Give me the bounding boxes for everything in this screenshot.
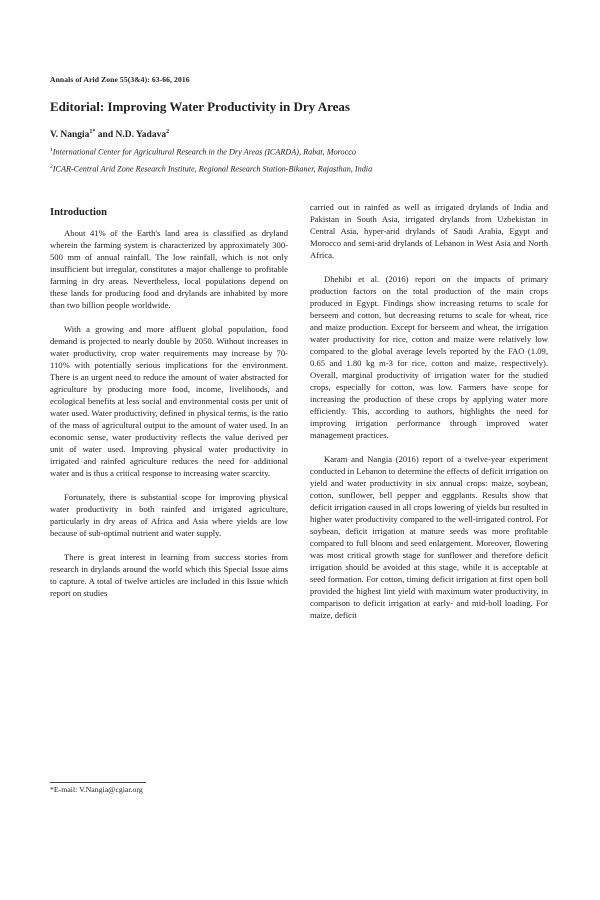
- author-name: N.D. Yadava: [115, 130, 167, 141]
- affiliation-text: International Center for Agricultural Research in the Dry Areas (ICARDA), Rabat, Morocco: [52, 147, 357, 157]
- affiliation-1: [50, 147, 356, 157]
- body-paragraph: carried out in rainfed as well as irrigated drylands of India and Pakistan in South Asia, irrigated drylands from Uzbekistan in Central Asia, hyper-arid drylands of Saudi Arabia, Egypt and Morocco and semi-arid drylands of Lebanon in West Asia and North Africa.: [310, 202, 548, 260]
- author-line: [50, 129, 169, 140]
- body-paragraph: With a growing and more affluent global population, food demand is projected to nearly double by 2050. Without increases in water productivity, crop water requirements may increase by 70-110% with potentially serious implications for the environment. There is an urgent need to reduce the amount of water abstracted for agriculture by producing more food, income, livelihoods, and ecological benefits at less social and environmental costs per unit of water used. Water productivity, defined in physical terms, is the ratio of the mass of agricultural output to the amount of water used. In an economic sense, water productivity reflects the value derived per unit of water used. Improving physical water productivity in irrigated and rainfed agriculture reduces the need for additional water and is thus a critical response to increasing water scarcity.: [50, 324, 288, 478]
- author-superscript: 1*: [89, 129, 96, 135]
- section-heading: Introduction: [50, 207, 107, 218]
- author-name: V. Nangia: [50, 130, 90, 141]
- affiliation-number: 2: [50, 164, 53, 170]
- footnote-email: *E-mail: V.Nangia@cgiar.org: [50, 785, 143, 794]
- right-column: [310, 201, 548, 633]
- footnote-rule: [50, 782, 146, 783]
- affiliation-number: 1: [50, 147, 53, 153]
- author-superscript: 2: [166, 129, 170, 135]
- body-paragraph: Dhehibi et al. (2016) report on the impacts of primary production factors on the total production of the main crops produced in Egypt. Findings show increasing returns to scale for berseem and cotton, but decreasing returns to scale for wheat, rice and maize production. Except for berseem and wheat, the irrigation water productivity for rice, cotton and maize were relatively low compared to the global average levels reported by the FAO (1.09, 0.65 and 1.80 kg m-3 for rice, cotton and maize, respectively). Overall, marginal productivity of irrigation water for the studied crops, especially for cotton, was low. Farmers have scope for increasing the production of these crops by applying water more efficiently. This, according to authors, highlights the need for improving irrigation performance through improved water management practices.: [310, 274, 548, 440]
- journal-citation: Annals of Arid Zone 55(3&4): 63-66, 2016: [50, 75, 190, 84]
- affiliation-2: [50, 164, 372, 174]
- body-paragraph: Fortunately, there is substantial scope for improving physical water productivity in both rainfed and irrigated agriculture, particularly in dry areas of Africa and Asia where yields are low because of sub-optimal nutrient and water supply.: [50, 492, 288, 538]
- left-column: [50, 206, 288, 611]
- affiliation-text: ICAR-Central Arid Zone Research Institute, Regional Research Station-Bikaner, Rajasthan, India: [52, 164, 373, 174]
- article-title: Editorial: Improving Water Productivity in Dry Areas: [50, 99, 350, 114]
- author-separator: and: [95, 130, 116, 141]
- body-paragraph: Karam and Nangia (2016) report of a twelve-year experiment conducted in Lebanon to determine the effects of deficit irrigation on yield and water productivity in six annual crops: maize, soybean, cotton, sunflower, bell pepper and eggplants. Results show that deficit irrigation caused in all crops lowering of yields but resulted in higher water productivity compared to the well-irrigated control. For soybean, deficit irrigation at mature seeds was more profitable compared to full bloom and seed enlargement. Moreover, flowering was most critical growth stage for sunflower and therefore deficit irrigation should be avoided at this stage, while it is acceptable at seed formation. For cotton, timing deficit irrigation at first open boll provided the highest lint yield with maximum water productivity, in comparison to deficit irrigation at early- and mid-boll loading. For maize, deficit: [310, 454, 548, 620]
- body-paragraph: About 41% of the Earth's land area is classified as dryland wherein the farming system is characterized by approximately 300-500 mm of annual rainfall. The low rainfall, which is not only insufficient but irregular, constitutes a major challenge to profitable farming in dry areas. Nevertheless, local populations depend on these lands for producing food and drylands are inhabited by more than two billion people worldwide.: [50, 228, 288, 310]
- body-paragraph: There is great interest in learning from success stories from research in drylands around the world which this Special Issue aims to capture. A total of twelve articles are included in this Issue which report on studies: [50, 552, 288, 598]
